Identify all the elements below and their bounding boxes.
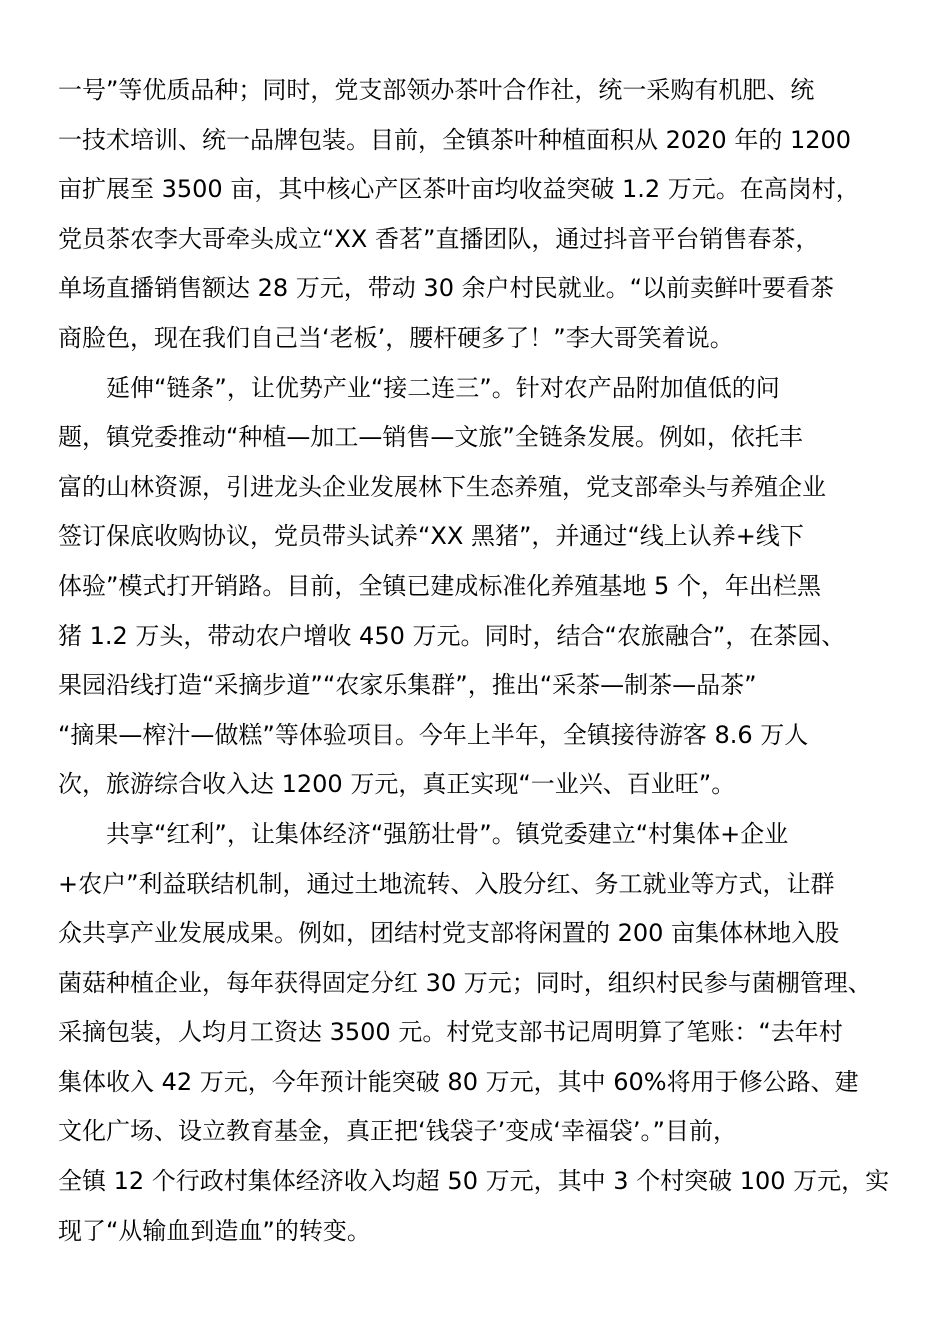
text-line: 商脸色，现在我们自己当‘老板’，腰杆硬多了！”李大哥笑着说。 (58, 323, 734, 352)
text-line: 果园沿线打造“采摘步道”“农家乐集群”，推出“采茶—制茶—品茶” (58, 671, 757, 700)
text-line: 亩扩展至 3500 亩，其中核心产区茶叶亩均收益突破 1.2 万元。在高岗村， (58, 175, 860, 204)
text-line: 富的山林资源，引进龙头企业发展林下生态养殖，党支部牵头与养殖企业 (58, 472, 826, 501)
text-line: 党员茶农李大哥牵头成立“XX 香茗”直播团队，通过抖音平台销售春茶， (58, 224, 820, 253)
text-line: +农户”利益联结机制，通过土地流转、入股分红、务工就业等方式，让群 (58, 869, 835, 898)
text-line: 题，镇党委推动“种植—加工—销售—文旅”全链条发展。例如，依托丰 (58, 423, 803, 452)
paragraph-start-line: 延伸“链条”，让优势产业“接二连三”。针对农产品附加值低的问 (106, 373, 780, 402)
text-line: 全镇 12 个行政村集体经济收入均超 50 万元，其中 3 个村突破 100 万元，实 (58, 1167, 890, 1196)
text-line: 体验”模式打开销路。目前，全镇已建成标准化养殖基地 5 个，年出栏黑 (58, 571, 821, 600)
text-line: 文化广场、设立教育基金，真正把‘钱袋子’变成‘幸福袋’。”目前， (58, 1117, 737, 1146)
text-line: 集体收入 42 万元，今年预计能突破 80 万元，其中 60%将用于修公路、建 (58, 1067, 859, 1096)
document-body (58, 66, 892, 1256)
text-line: 单场直播销售额达 28 万元，带动 30 余户村民就业。“以前卖鲜叶要看茶 (58, 274, 835, 303)
paragraph-start-line: 共享“红利”，让集体经济“强筋壮骨”。镇党委建立“村集体+企业 (106, 819, 789, 848)
text-line: 一号”等优质品种；同时，党支部领办茶叶合作社，统一采购有机肥、统 (58, 76, 815, 104)
text-line: 一技术培训、统一品牌包装。目前，全镇茶叶种植面积从 2020 年的 1200 (58, 125, 852, 154)
text-line: 众共享产业发展成果。例如，团结村党支部将闲置的 200 亩集体林地入股 (58, 919, 840, 948)
text-line: 猪 1.2 万头，带动农户增收 450 万元。同时，结合“农旅融合”，在茶园、 (58, 621, 846, 650)
text-line: 现了“从输血到造血”的转变。 (58, 1216, 371, 1245)
text-line: 签订保底收购协议，党员带头试养“XX 黑猪”，并通过“线上认养+线下 (58, 522, 804, 551)
text-line: 采摘包装，人均月工资达 3500 元。村党支部书记周明算了笔账：“去年村 (58, 1018, 843, 1047)
text-line: 次，旅游综合收入达 1200 万元，真正实现“一业兴、百业旺”。 (58, 770, 736, 799)
text-line: 菌菇种植企业，每年获得固定分红 30 万元；同时，组织村民参与菌棚管理、 (58, 968, 872, 997)
text-line: “摘果—榨汁—做糕”等体验项目。今年上半年，全镇接待游客 8.6 万人 (58, 720, 809, 749)
